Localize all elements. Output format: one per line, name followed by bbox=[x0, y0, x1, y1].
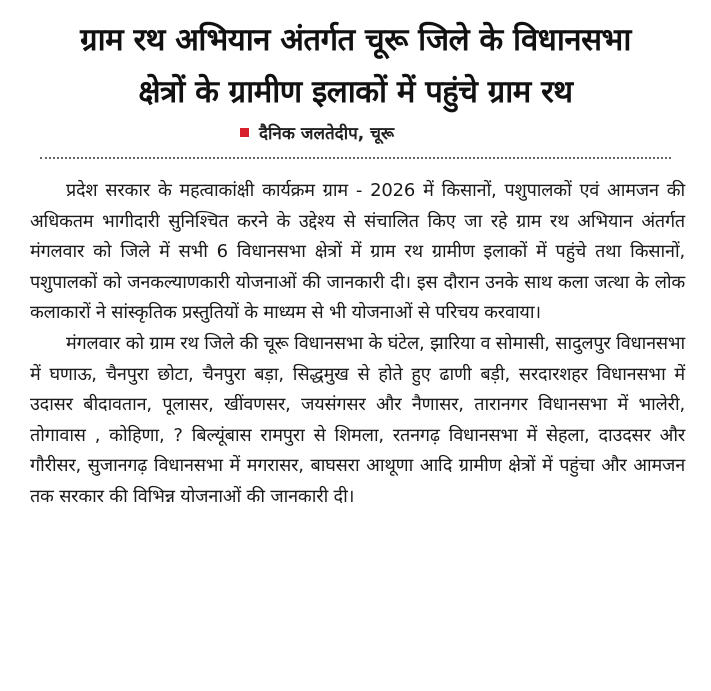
byline bbox=[240, 119, 394, 145]
headline bbox=[20, 14, 691, 118]
red-square-bullet-icon bbox=[240, 128, 249, 137]
paragraph-1: प्रदेश सरकार के महत्वाकांक्षी कार्यक्रम ग्राम - 2026 में किसानों, पशुपालकों एवं आमजन की अधिकतम भागीदारी सुनिश्चित करने के उद्देश्य से संचालित किए जा रहे ग्राम रथ अभियान अंतर्गत मंगलवार को जिले में सभी 6 विधानसभा क्षेत्रों में ग्राम रथ ग्रामीण इलाकों में पहुंचे तथा किसानों, पशुपालकों को जनकल्याणकारी योजनाओं की जानकारी दी। इस दौरान उनके साथ कला जत्था के लोक कलाकारों ने सांस्कृतिक प्रस्तुतियों के माध्यम से भी योजनाओं से परिचय करवाया। bbox=[30, 180, 685, 324]
headline-line-1: ग्राम रथ अभियान अंतर्गत चूरू जिले के विधानसभा bbox=[80, 22, 631, 58]
dotted-divider bbox=[40, 157, 671, 159]
paragraph-2: मंगलवार को ग्राम रथ जिले की चूरू विधानसभा के घंटेल, झारिया व सोमासी, सादुलपुर विधानसभा में घणाऊ, चैनपुरा छोटा, चैनपुरा बड़ा, सिद्धमुख से होते हुए ढाणी बड़ी, सरदारशहर विधानसभा में उदासर बीदावतान, पूलासर, खींवणसर, जयसंगसर और नैणासर, तारानगर विधानसभा में भालेरी, तोगावास , कोहिणा, ? बिल्यूंबास रामपुरा से शिमला, रतनगढ़ विधानसभा में सेहला, दाउदसर और गौरीसर, सुजानगढ़ विधानसभा में मगरासर, बाघसरा आथूणा आदि ग्रामीण क्षेत्रों में पहुंचा और आमजन तक सरकार की विभिन्न योजनाओं की जानकारी दी। bbox=[30, 332, 685, 507]
article-body bbox=[30, 176, 685, 513]
byline-text: दैनिक जलतेदीप, चूरू bbox=[259, 123, 395, 144]
headline-line-2: क्षेत्रों के ग्रामीण इलाकों में पहुंचे ग्राम रथ bbox=[138, 74, 573, 110]
